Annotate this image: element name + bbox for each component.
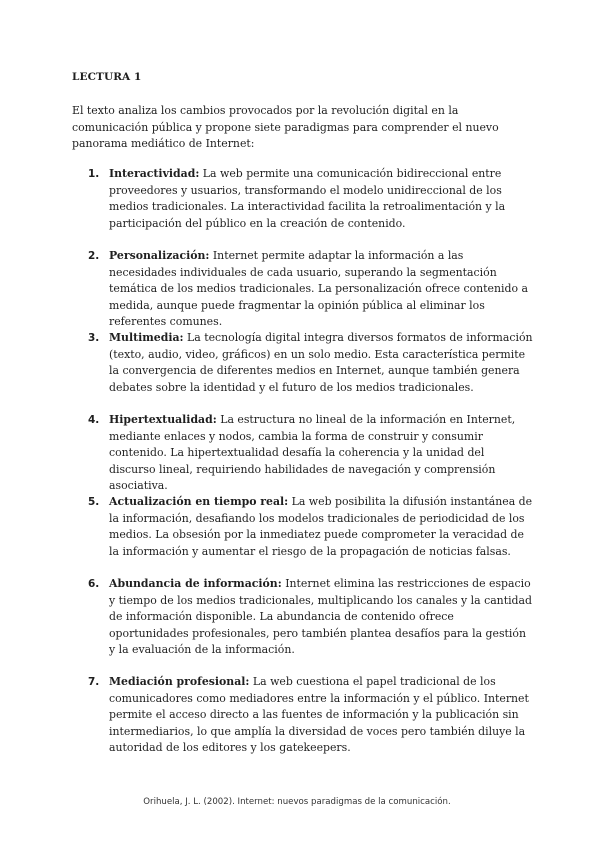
item-number: 3. [88, 332, 100, 344]
item-number: 4. [88, 414, 100, 426]
item-text: La web cuestiona el papel tradicional de los comunicadores como mediadores entre la información y el público. Internet permite el acceso directo a las fuentes de información y la publicación sin intermediarios, lo que amplía la diversidad de voces pero también diluye la autoridad de los editores y los gatekeepers. [109, 675, 529, 755]
item-term: Actualización en tiempo real: [109, 495, 289, 508]
item-text: La estructura no lineal de la información en Internet, mediante enlaces y nodos, cambia la forma de construir y consumir contenido. La hipertextualidad desafía la coherencia y la unidad del discurso lineal, requiriendo habilidades de navegación y comprensión asociativa. [109, 413, 516, 493]
item-text: La tecnología digital integra diversos formatos de información (texto, audio, video, gráficos) en un solo medio. Esta característica permite la convergencia de diferentes medios en Internet, aunque también genera debates sobre la identidad y el futuro de los medios tradicionales. [109, 331, 533, 394]
list-item [88, 330, 533, 412]
intro-paragraph: El texto analiza los cambios provocados por la revolución digital en la comunicación pública y propone siete paradigmas para comprender el nuevo panorama mediático de Internet: [72, 104, 499, 151]
item-term: Interactividad: [109, 167, 200, 180]
list-item [88, 494, 533, 576]
item-term: Hipertextualidad: [109, 413, 217, 426]
item-number: 7. [88, 676, 100, 688]
list-item [88, 166, 533, 248]
item-term: Personalización: [109, 249, 210, 262]
item-text: La web permite una comunicación bidireccional entre proveedores y usuarios, transformando el modelo unidireccional de los medios tradicionales. La interactividad facilita la retroalimentación y la participación del público en la creación de contenido. [109, 167, 506, 230]
item-number: 1. [88, 168, 100, 180]
citation-footer: Orihuela, J. L. (2002). Internet: nuevos paradigmas de la comunicación. [143, 797, 451, 807]
item-text: La web posibilita la difusión instantánea de la información, desafiando los modelos tradicionales de periodicidad de los medios. La obsesión por la inmediatez puede comprometer la veracidad de la información y aumentar el riesgo de la propagación de noticias falsas. [109, 495, 533, 558]
list-item [88, 576, 533, 674]
item-text: Internet elimina las restricciones de espacio y tiempo de los medios tradicionales, multiplicando los canales y la cantidad de información disponible. La abundancia de contenido ofrece oportunidades profesionales, pero también plantea desafíos para la gestión y la evaluación de la información. [109, 577, 532, 657]
list-item [88, 412, 533, 494]
item-term: Abundancia de información: [109, 577, 282, 590]
item-text: Internet permite adaptar la información a las necesidades individuales de cada usuario, superando la segmentación temática de los medios tradicionales. La personalización ofrece contenido a medida, aunque puede fragmentar la opinión pública al eliminar los referentes comunes. [109, 249, 528, 329]
paradigm-list [88, 166, 533, 756]
list-item [88, 674, 533, 756]
item-term: Multimedia: [109, 331, 184, 344]
item-term: Mediación profesional: [109, 675, 250, 688]
document-heading: LECTURA 1 [72, 71, 142, 83]
item-number: 5. [88, 496, 100, 508]
item-number: 6. [88, 578, 100, 590]
list-item [88, 248, 533, 330]
item-number: 2. [88, 250, 100, 262]
